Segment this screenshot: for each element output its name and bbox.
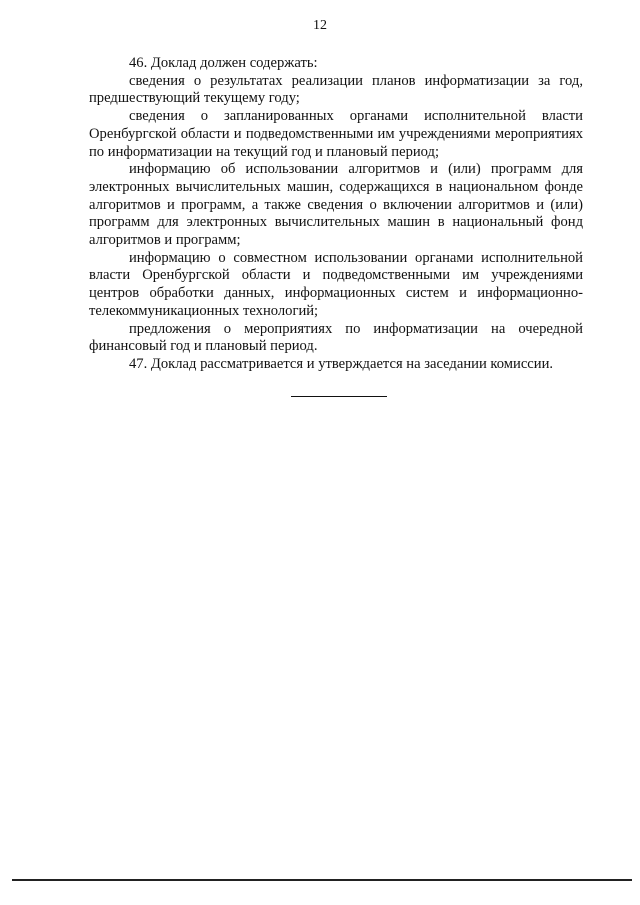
paragraph-47: 47. Доклад рассматривается и утверждается на заседании комиссии.: [129, 355, 554, 372]
paragraph-algorithms-fund: информацию об использовании алгоритмов и (или) программ для электронных вычислительных машин, содержащихся в национальном фонде алгоритмов и программ, а также сведения о включении алгоритмов и (или) программ для электронных вычислительных машин в национальный фонд алгоритмов и программ;: [89, 161, 583, 249]
paragraph-proposals: предложения о мероприятиях по информатизации на очередной финансовый год и плановый период.: [89, 320, 583, 355]
document-body: [89, 55, 583, 374]
paragraph-shared-data-centers: информацию о совместном использовании органами исполнительной власти Оренбургской области и подведомственными им учреждениями центров обработки данных, информационных систем и информационно-телекоммуникационных технологий;: [89, 249, 583, 319]
paragraph-plan-results: сведения о результатах реализации планов информатизации за год, предшествующий текущему году;: [89, 72, 583, 107]
end-separator-line: [291, 396, 387, 397]
paragraph-46-heading: 46. Доклад должен содержать:: [129, 55, 318, 71]
page-number: 12: [313, 18, 327, 33]
paragraph-planned-activities: сведения о запланированных органами исполнительной власти Оренбургской области и подведомственными им учреждениями мероприятиях по информатизации на текущий год и плановый период;: [89, 108, 583, 160]
scan-bottom-edge: [12, 879, 632, 881]
